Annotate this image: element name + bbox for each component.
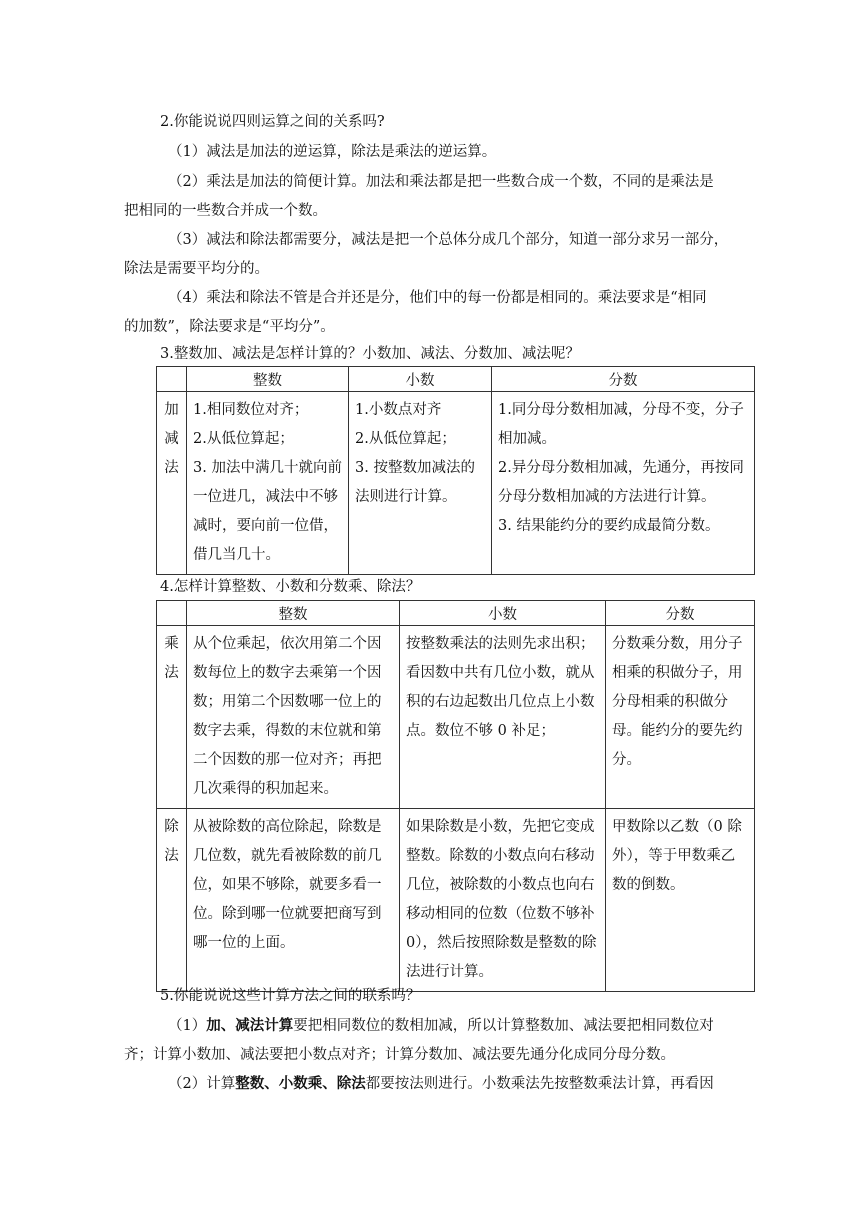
- div-integer-cell: 从被除数的高位除起，除数是几位数，就先看被除数的前几位，如果不够除，就要多看一位。除到哪一位就要把商写到哪一位的上面。: [187, 809, 400, 992]
- table-header-row: [157, 367, 755, 392]
- addsub-integer-cell: 1.相同数位对齐； 2.从低位算起； 3. 加法中满几十就向前一位进几，减法中不够减时，要向前一位借，借几当几十。: [187, 392, 349, 575]
- q5-para-1-line-1: （1）加、减法计算要把相同数位的数相加减，所以计算整数加、减法要把相同数位对: [168, 1017, 714, 1034]
- header-decimal: 小数: [349, 367, 492, 392]
- div-decimal-cell: 如果除数是小数，先把它变成整数。除数的小数点向右移动几位，被除数的小数点也向右移动相同的位数（位数不够补 0），然后按照除数是整数的除法进行计算。: [400, 809, 606, 992]
- header-integer: 整数: [187, 367, 349, 392]
- header-integer-empty: [157, 601, 187, 626]
- q3-title: 3.整数加、减法是怎样计算的？小数加、减法、分数加、减法呢？: [160, 346, 580, 362]
- q2-para-2-line-1: （2）乘法是加法的简便计算。加法和乘法都是把一些数合成一个数，不同的是乘法是: [168, 174, 714, 190]
- q5-para-2-line-1: （2）计算整数、小数乘、除法都要按法则进行。小数乘法先按整数乘法计算，再看因: [168, 1075, 714, 1092]
- table-row: [157, 626, 755, 809]
- header-decimal: 小数: [400, 601, 606, 626]
- row-label-mul: 乘 法: [157, 626, 187, 809]
- header-fraction: 分数: [492, 367, 755, 392]
- header-integer: 整数: [187, 601, 400, 626]
- mul-fraction-cell: 分数乘分数，用分子相乘的积做分子，用分母相乘的积做分母。能约分的要先约分。: [606, 626, 755, 809]
- addsub-decimal-cell: 1.小数点对齐 2.从低位算起； 3. 按整数加减法的法则进行计算。: [349, 392, 492, 575]
- q2-para-2-line-2: 把相同的一些数合并成一个数。: [124, 203, 327, 219]
- q2-para-3-line-1: （3）减法和除法都需要分，减法是把一个总体分成几个部分，知道一部分求另一部分，: [168, 232, 729, 248]
- mul-decimal-cell: 按整数乘法的法则先求出积；看因数中共有几位小数，就从积的右边起数出几位点上小数点。数位不够 0 补足；: [400, 626, 606, 809]
- table-row: [157, 809, 755, 992]
- addsub-table: [156, 366, 755, 575]
- q5-para-1-bold: 加、减法计算: [206, 1017, 294, 1034]
- q5-para-2-bold: 整数、小数乘、除法: [235, 1075, 366, 1092]
- q2-para-4-line-2: 的加数”，除法要求是“平均分”。: [124, 319, 335, 335]
- header-fraction: 分数: [606, 601, 755, 626]
- addsub-fraction-cell: 1.同分母分数相加减，分母不变，分子相加减。 2.异分母分数相加减，先通分，再按同分母分数相加减的方法进行计算。 3. 结果能约分的要约成最简分数。: [492, 392, 755, 575]
- muldiv-table: [156, 600, 755, 992]
- q2-title: 2.你能说说四则运算之间的关系吗?: [160, 114, 385, 130]
- q5-title: 5.你能说说这些计算方法之间的联系吗？: [160, 988, 421, 1004]
- table-header-row: [157, 601, 755, 626]
- header-empty: [157, 367, 187, 392]
- q2-para-4-line-1: （4）乘法和除法不管是合并还是分，他们中的每一份都是相同的。乘法要求是“相同: [168, 290, 707, 306]
- row-label-addsub: 加 减 法: [157, 392, 187, 575]
- q2-para-3-line-2: 除法是需要平均分的。: [124, 261, 269, 277]
- q5-para-1-line-2: 齐；计算小数加、减法要把小数点对齐；计算分数加、减法要先通分化成同分母分数。: [124, 1047, 675, 1063]
- q4-title: 4.怎样计算整数、小数和分数乘、除法？: [160, 579, 421, 595]
- div-fraction-cell: 甲数除以乙数（0 除外），等于甲数乘乙数的倒数。: [606, 809, 755, 992]
- row-label-div: 除 法: [157, 809, 187, 992]
- table-row: [157, 392, 755, 575]
- q2-para-1: （1）减法是加法的逆运算，除法是乘法的逆运算。: [168, 144, 497, 160]
- mul-integer-cell: 从个位乘起，依次用第二个因数每位上的数字去乘第一个因数；用第二个因数哪一位上的数字去乘，得数的末位就和第二个因数的那一位对齐；再把几次乘得的积加起来。: [187, 626, 400, 809]
